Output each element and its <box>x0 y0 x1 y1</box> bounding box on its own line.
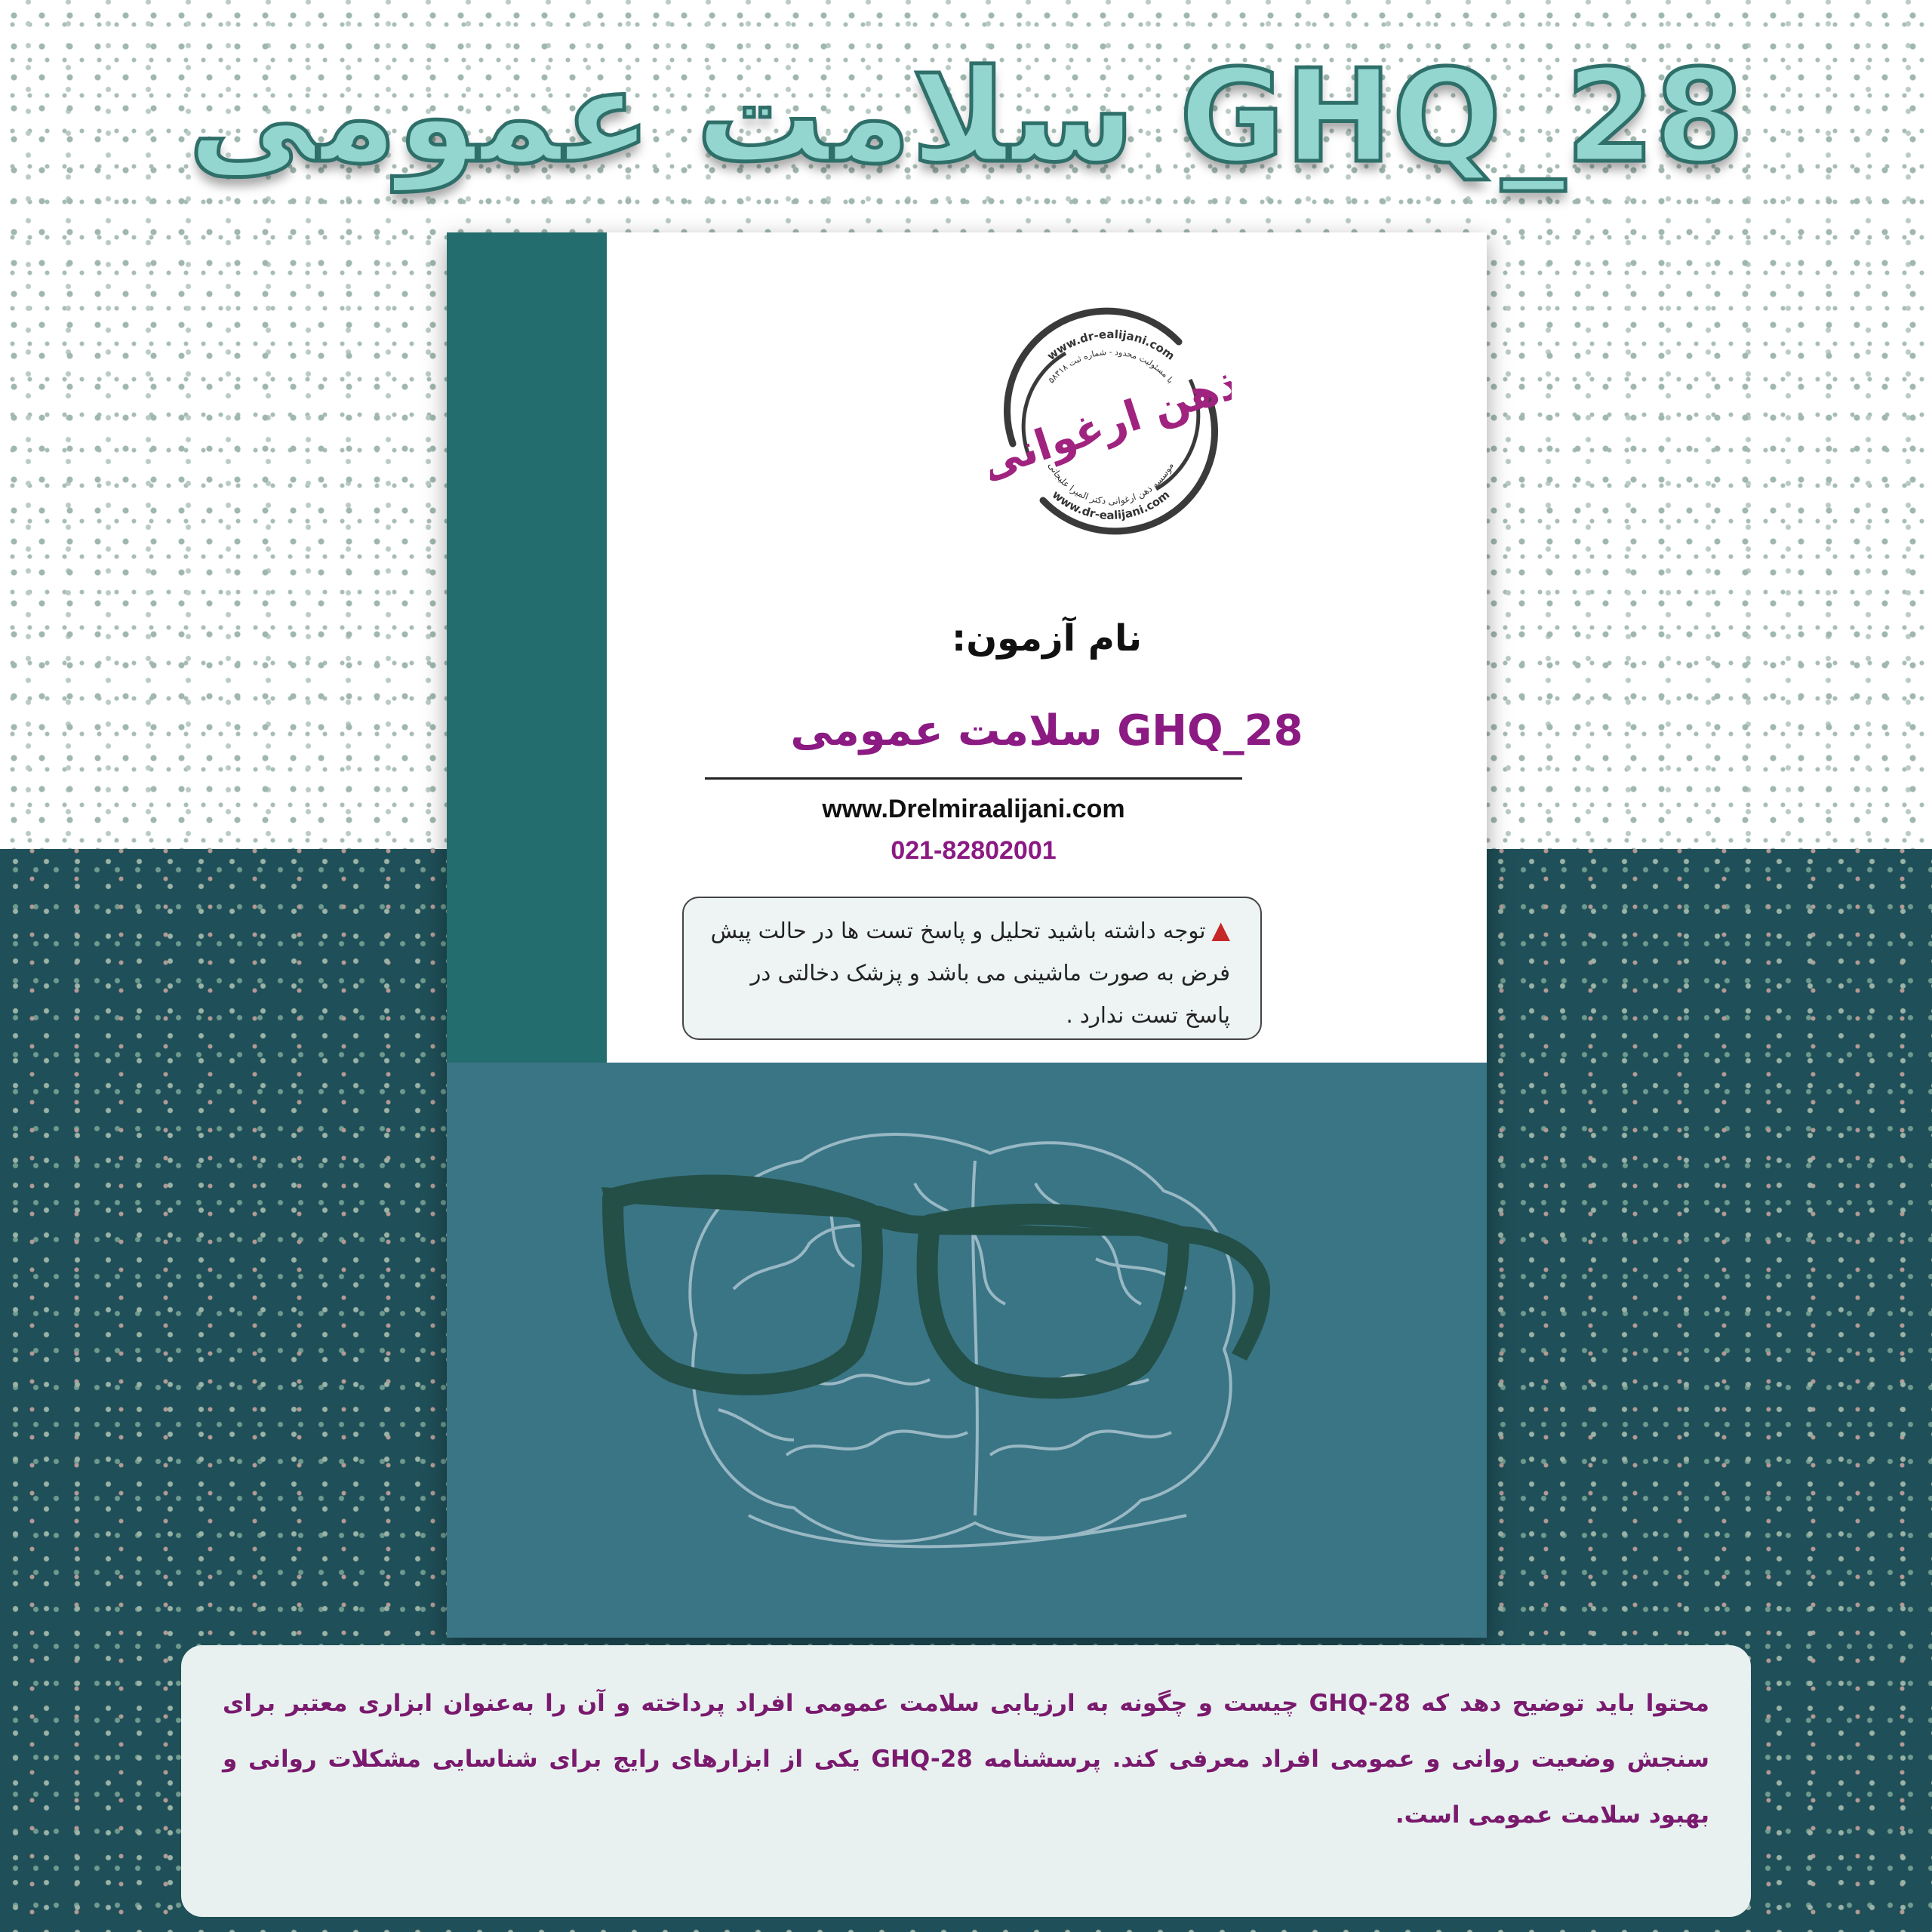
logo-ring-institute: موسسه ذهن ارغوانی دکتر المیرا علیجانی <box>1046 460 1176 507</box>
notice-box <box>682 897 1262 1040</box>
logo-ring-url-top: www.dr-ealijani.com <box>1044 327 1177 363</box>
logo-wordmark: ذهن ارغوانی <box>990 358 1232 490</box>
brain-glasses-illustration <box>447 1063 1487 1638</box>
brand-logo <box>990 300 1232 542</box>
svg-text:www.dr-ealijani.com <box>1044 328 1177 363</box>
website-link[interactable]: www.Drelmiraalijani.com <box>822 795 1125 823</box>
exam-label: نام آزمون: <box>952 617 1142 660</box>
phone-number: 021-82802001 <box>891 836 1057 865</box>
page-title: GHQ_28 سلامت عمومی <box>188 42 1744 192</box>
notice-text: توجه داشته باشید تحلیل و پاسخ تست ها در حالت پیش فرض به صورت ماشینی می باشد و پزشک دخالتی در پاسخ تست ندارد . <box>710 918 1230 1028</box>
description-text: محتوا باید توضیح دهد که GHQ-28 چیست و چگونه به ارزیابی سلامت عمومی افراد پرداخته و آن را به‌عنوان ابزاری معتبر برای سنجش وضعیت روانی و عمومی افراد معرفی کند. پرسشنامه GHQ-28 یکی از ابزارهای رایج برای شناسایی مشکلات روانی و بهبود سلامت عمومی است. <box>223 1690 1709 1829</box>
book-cover <box>447 232 1487 1638</box>
warning-icon: ▲ <box>1211 915 1230 944</box>
book-spine <box>447 232 607 1063</box>
description-box <box>181 1645 1751 1917</box>
logo-ring-url-bottom: www.dr-ealijani.com <box>1049 488 1173 522</box>
book-title-page <box>607 232 1487 1063</box>
divider <box>705 777 1242 780</box>
logo-ring-subtitle: با مسئولیت محدود - شماره ثبت ۵۸۳۱۸ <box>1046 346 1176 386</box>
exam-name: GHQ_28 سلامت عمومی <box>790 706 1303 755</box>
